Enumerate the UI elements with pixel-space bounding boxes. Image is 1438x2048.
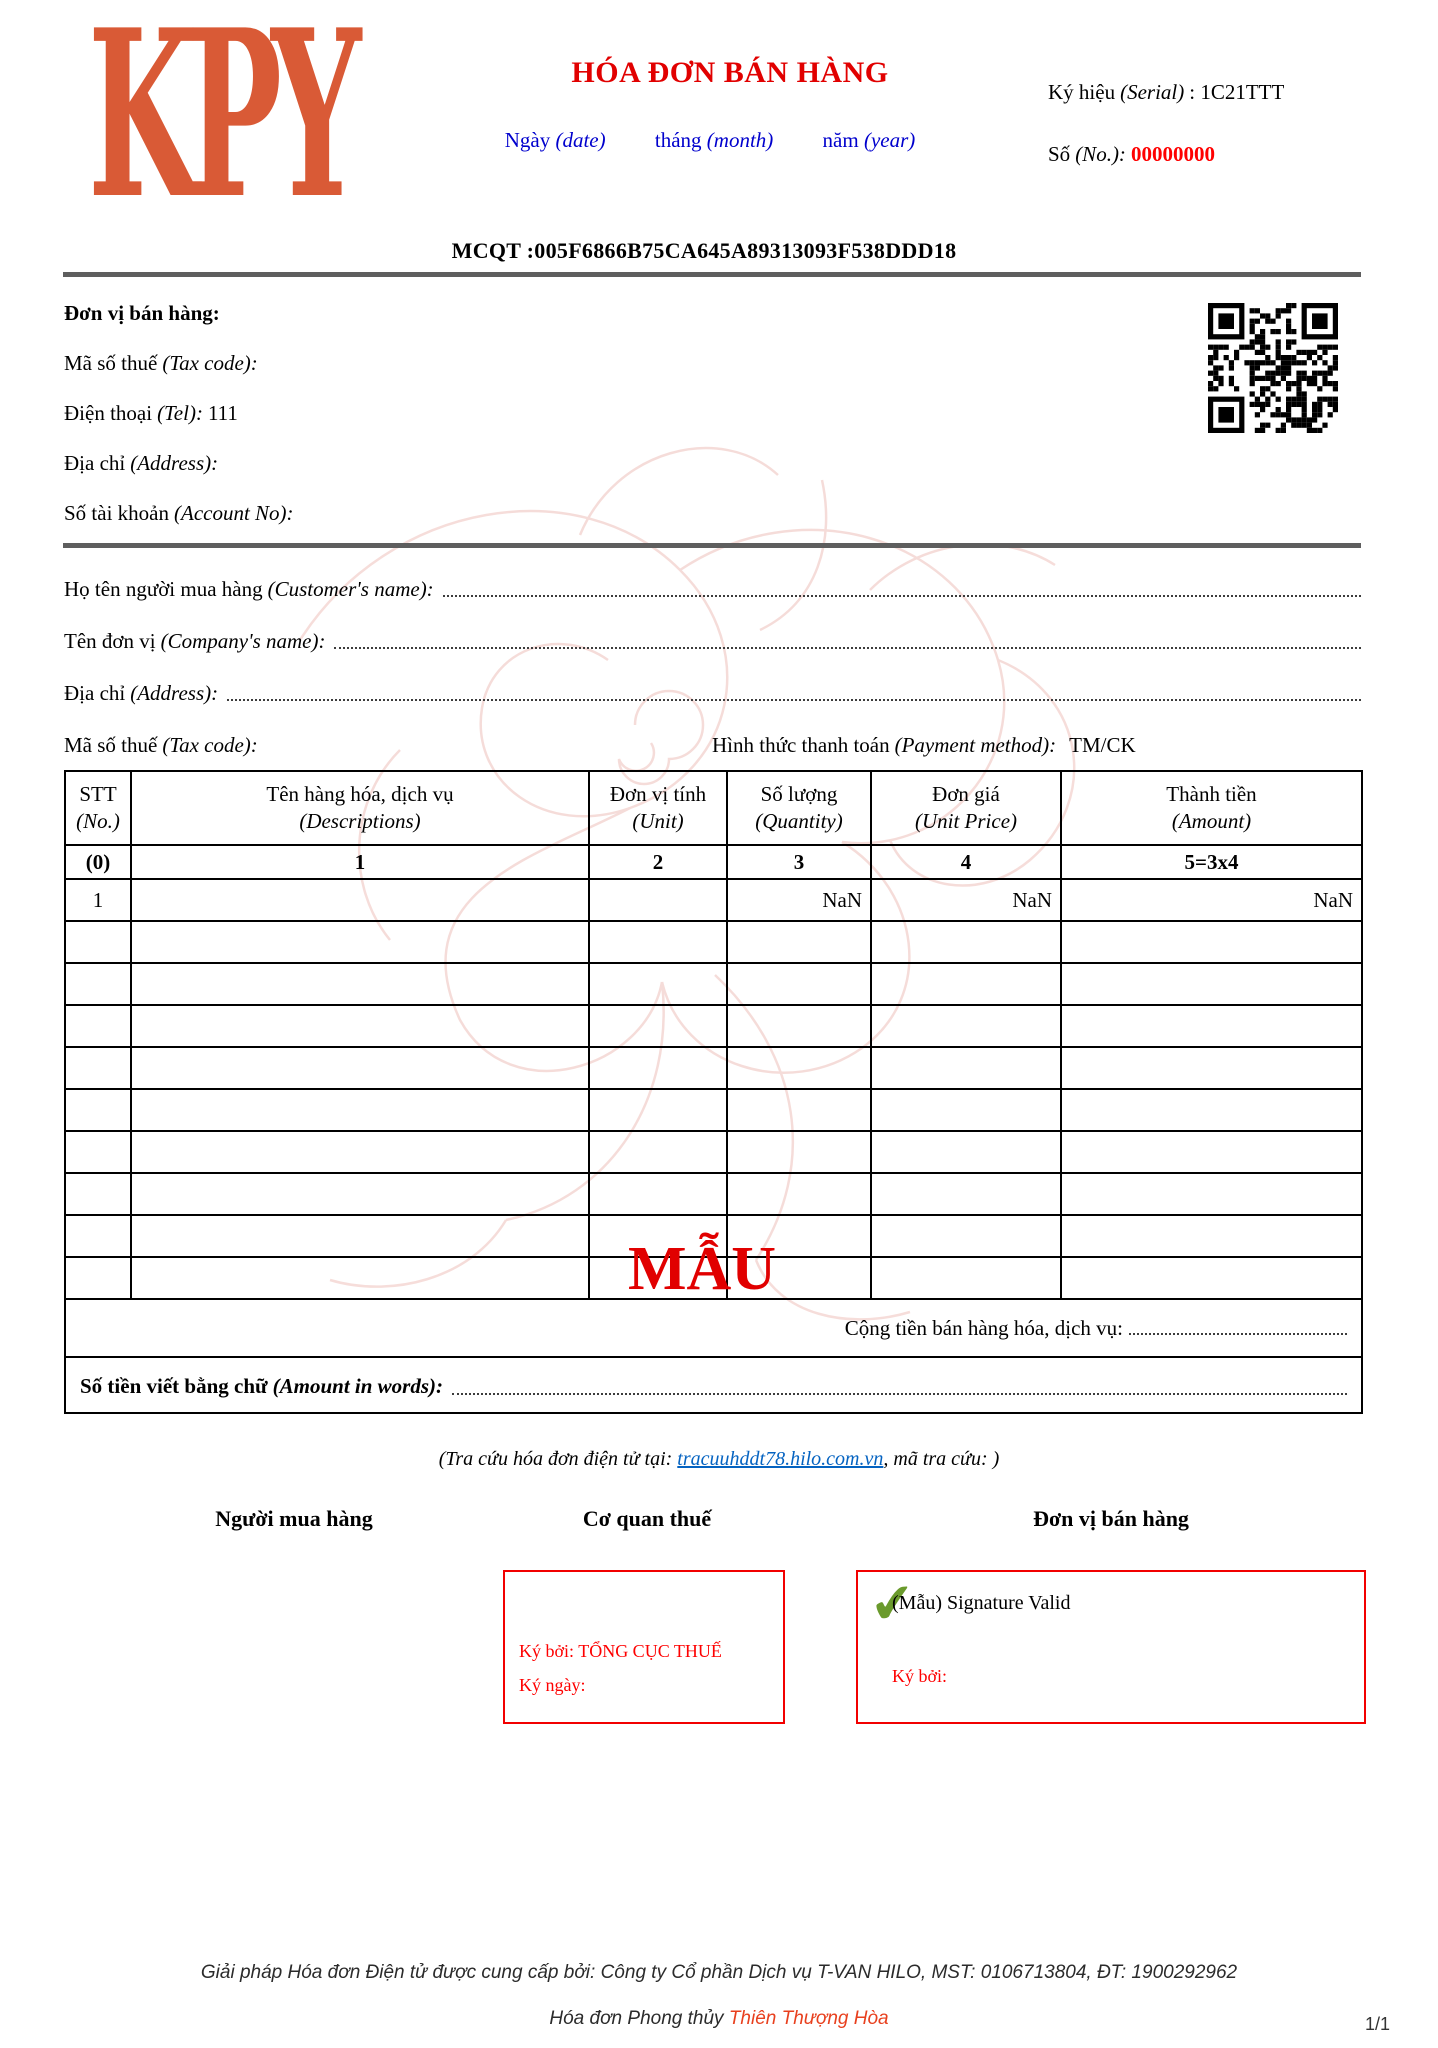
col-stt: STT (No.) xyxy=(65,771,131,845)
table-row xyxy=(65,963,1362,1005)
cell-quantity xyxy=(727,1173,871,1215)
table-row xyxy=(65,879,1362,921)
total-row xyxy=(65,1299,1362,1357)
provider-line: Giải pháp Hóa đơn Điện tử được cung cấp bởi: Công ty Cổ phần Dịch vụ T-VAN HILO, MST: 0106713804, ĐT: 1900292962 xyxy=(200,1962,1238,1983)
page-indicator: 1/1 xyxy=(1364,2014,1390,2034)
dotted-line xyxy=(334,647,1361,649)
separator-rule-buyer xyxy=(63,543,1361,548)
invoice-title: HÓA ĐƠN BÁN HÀNG xyxy=(571,56,889,89)
serial-field xyxy=(1048,80,1284,105)
cell-description xyxy=(131,921,589,963)
seller-account-field: Số tài khoản (Account No): xyxy=(64,500,294,525)
cell-unit-price xyxy=(871,1005,1061,1047)
invoice-number-value: 00000000 xyxy=(1130,142,1215,166)
cell-stt xyxy=(65,1047,131,1089)
date-year: năm (year) xyxy=(822,128,916,152)
cell-description xyxy=(131,1005,589,1047)
signature-valid-check-icon: ✔ xyxy=(866,1569,919,1638)
buyer-company-field: Tên đơn vị (Company's name): xyxy=(64,608,1361,660)
dotted-line xyxy=(452,1393,1347,1395)
seller-tel-field: Điện thoại (Tel): 111 xyxy=(64,400,238,425)
seller-signed-by: Ký bởi: xyxy=(892,1666,948,1686)
cell-amount xyxy=(1061,1215,1362,1257)
invoice-date-line xyxy=(360,128,1060,153)
table-row xyxy=(65,1005,1362,1047)
cell-unit-price: NaN xyxy=(871,879,1061,921)
cell-unit-price xyxy=(871,1089,1061,1131)
cell-description xyxy=(131,1173,589,1215)
cell-unit xyxy=(589,1047,727,1089)
cell-amount xyxy=(1061,1047,1362,1089)
dotted-line xyxy=(1129,1315,1347,1335)
column-index-row: (0) 1 2 3 4 5=3x4 xyxy=(65,845,1362,879)
lookup-link[interactable]: tracuuhddt78.hilo.com.vn xyxy=(677,1448,884,1470)
cell-amount xyxy=(1061,1005,1362,1047)
serial-value: : 1C21TTT xyxy=(1189,80,1285,104)
brand-line: Hóa đơn Phong thủy Thiên Thượng Hòa xyxy=(549,2008,889,2029)
cell-quantity xyxy=(727,1089,871,1131)
tax-signature-box xyxy=(503,1570,785,1724)
company-logo: KPY xyxy=(88,0,351,250)
table-row xyxy=(65,1131,1362,1173)
table-row xyxy=(65,921,1362,963)
cell-quantity xyxy=(727,1131,871,1173)
cell-description xyxy=(131,1089,589,1131)
cell-unit xyxy=(589,1173,727,1215)
cell-amount: NaN xyxy=(1061,879,1362,921)
seller-address-field: Địa chỉ (Address): xyxy=(64,450,219,475)
cell-description xyxy=(131,1257,589,1299)
cell-quantity xyxy=(727,921,871,963)
cell-description xyxy=(131,1131,589,1173)
col-description: Tên hàng hóa, dịch vụ (Descriptions) xyxy=(131,771,589,845)
items-table xyxy=(64,770,1363,1414)
signature-valid-text: (Mẫu) Signature Valid xyxy=(892,1592,1071,1614)
seller-section xyxy=(64,288,299,538)
total-label: Cộng tiền bán hàng hóa, dịch vụ: xyxy=(844,1315,1123,1340)
table-row xyxy=(65,1173,1362,1215)
cell-stt xyxy=(65,921,131,963)
invoice-number-field xyxy=(1048,142,1215,167)
amount-in-words-row: Số tiền viết bằng chữ (Amount in words): xyxy=(65,1357,1362,1413)
tax-office-title: Cơ quan thuế xyxy=(582,1506,712,1531)
cell-quantity xyxy=(727,963,871,1005)
cell-stt xyxy=(65,1131,131,1173)
seller-signature-box xyxy=(856,1570,1366,1724)
cell-unit-price xyxy=(871,1257,1061,1299)
cell-unit-price xyxy=(871,1173,1061,1215)
serial-label: Ký hiệu xyxy=(1048,80,1116,104)
table-header-row xyxy=(65,771,1362,845)
cell-unit xyxy=(589,1089,727,1131)
cell-unit-price xyxy=(871,1047,1061,1089)
col-unit-price: Đơn giá (Unit Price) xyxy=(871,771,1061,845)
serial-note: (Serial) xyxy=(1120,80,1185,104)
cell-stt xyxy=(65,1173,131,1215)
cell-amount xyxy=(1061,1089,1362,1131)
buyer-signature-title: Người mua hàng xyxy=(215,1506,373,1531)
number-note: (No.): xyxy=(1075,142,1126,166)
cell-stt xyxy=(65,1005,131,1047)
amount-in-words-label: Số tiền viết bằng chữ xyxy=(80,1374,268,1398)
buyer-tax-payment-row: Mã số thuế (Tax code): Hình thức thanh toán (Payment method): TM/CK xyxy=(64,733,1136,757)
cell-quantity xyxy=(727,1047,871,1089)
cell-unit xyxy=(589,963,727,1005)
seller-signature-title: Đơn vị bán hàng xyxy=(1033,1506,1189,1531)
table-row xyxy=(65,1089,1362,1131)
dotted-line xyxy=(227,699,1361,701)
tax-signature-text: Ký bởi: TỔNG CỤC THUẾ Ký ngày: xyxy=(519,1641,722,1695)
cell-quantity xyxy=(727,1005,871,1047)
cell-stt xyxy=(65,1215,131,1257)
cell-unit xyxy=(589,1131,727,1173)
cell-amount xyxy=(1061,1131,1362,1173)
cell-description xyxy=(131,963,589,1005)
cell-stt xyxy=(65,1089,131,1131)
cell-amount xyxy=(1061,963,1362,1005)
cell-unit-price xyxy=(871,921,1061,963)
cell-stt xyxy=(65,1257,131,1299)
qr-code xyxy=(1208,303,1338,433)
seller-unit-label: Đơn vị bán hàng: xyxy=(64,300,220,325)
cell-unit-price xyxy=(871,1131,1061,1173)
dotted-line xyxy=(443,595,1361,597)
payment-method-field: Hình thức thanh toán (Payment method): TM/CK xyxy=(712,733,1136,757)
date-day: Ngày (date) xyxy=(504,128,606,152)
cell-amount xyxy=(1061,1257,1362,1299)
cell-stt: 1 xyxy=(65,879,131,921)
cell-stt xyxy=(65,963,131,1005)
cell-amount xyxy=(1061,921,1362,963)
col-quantity: Số lượng (Quantity) xyxy=(727,771,871,845)
brand-name: Thiên Thượng Hòa xyxy=(728,2008,889,2029)
buyer-section xyxy=(64,556,1361,764)
col-unit: Đơn vị tính (Unit) xyxy=(589,771,727,845)
cell-description xyxy=(131,1047,589,1089)
lookup-line: (Tra cứu hóa đơn điện tử tại: tracuuhddt78.hilo.com.vn, mã tra cứu: ) xyxy=(438,1448,1000,1470)
cell-description xyxy=(131,1215,589,1257)
separator-rule-top xyxy=(63,272,1361,277)
buyer-customer-field: Họ tên người mua hàng (Customer's name): xyxy=(64,556,1361,608)
mcqt-code: MCQT :005F6866B75CA645A89313093F538DDD18 xyxy=(451,238,957,263)
col-amount: Thành tiền (Amount) xyxy=(1061,771,1362,845)
cell-unit xyxy=(589,1005,727,1047)
buyer-address-field: Địa chỉ (Address): xyxy=(64,660,1361,712)
sample-watermark: MẪU xyxy=(628,1235,777,1303)
cell-description xyxy=(131,879,589,921)
table-row xyxy=(65,1047,1362,1089)
date-month: tháng (month) xyxy=(654,128,774,152)
seller-tax-field: Mã số thuế (Tax code): xyxy=(64,350,258,375)
cell-unit xyxy=(589,879,727,921)
cell-amount xyxy=(1061,1173,1362,1215)
cell-unit xyxy=(589,921,727,963)
cell-unit-price xyxy=(871,963,1061,1005)
cell-quantity: NaN xyxy=(727,879,871,921)
number-label: Số xyxy=(1048,142,1071,166)
cell-unit-price xyxy=(871,1215,1061,1257)
